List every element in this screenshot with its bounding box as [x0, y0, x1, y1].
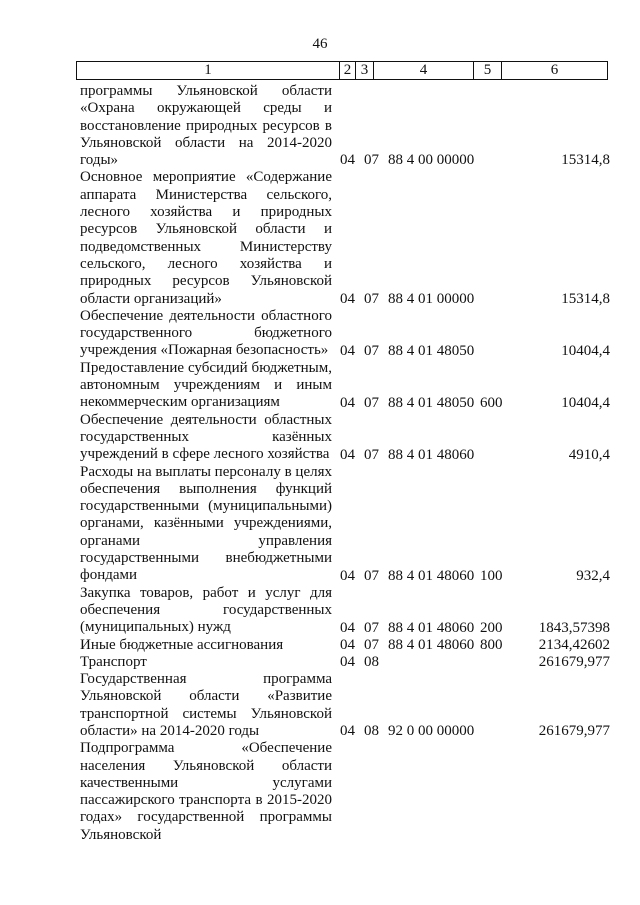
section-code: 04	[340, 619, 355, 636]
row-description: Иные бюджетные ассигнования	[80, 636, 284, 653]
row-amount: 2134,42602	[538, 636, 610, 653]
row-description: Предоставление субсидий бюджетным, автономным учреждениям и иным некоммерческим организациям	[80, 359, 332, 411]
column-header-4: 4	[374, 62, 474, 79]
table-row	[80, 308, 610, 360]
column-header-3: 3	[356, 62, 374, 79]
subsection-code: 07	[364, 567, 379, 584]
subsection-code: 08	[364, 723, 379, 740]
table-row	[80, 671, 610, 740]
subsection-code: 07	[364, 636, 379, 653]
target-item-code: 88 4 01 48060	[388, 636, 475, 653]
expense-type-code: 600	[480, 394, 503, 411]
column-header-5: 5	[474, 62, 502, 79]
target-item-code: 88 4 01 00000	[388, 290, 475, 307]
row-description: Транспорт	[80, 653, 147, 670]
table-row	[80, 585, 610, 637]
row-description: программы Ульяновской области «Охрана окружающей среды и восстановление природных ресурсов в Ульяновской области на 2014-2020 годы»	[80, 83, 332, 169]
row-amount: 15314,8	[561, 152, 610, 169]
row-description: Закупка товаров, работ и услуг для обеспечения государственных (муниципальных) нужд	[80, 584, 332, 636]
column-header-2: 2	[340, 62, 356, 79]
table-row	[80, 464, 610, 585]
target-item-code: 88 4 01 48060	[388, 567, 475, 584]
column-header-6: 6	[550, 62, 559, 78]
row-amount: 1843,57398	[538, 619, 610, 636]
table-row	[80, 637, 610, 654]
expense-type-code: 100	[480, 567, 503, 584]
section-code: 04	[340, 446, 355, 463]
row-amount: 10404,4	[561, 342, 610, 359]
section-code: 04	[340, 567, 355, 584]
row-amount: 10404,4	[561, 394, 610, 411]
table-row	[80, 654, 610, 671]
row-description: Обеспечение деятельности областных государственных казённых учреждений в сфере лесного хозяйства	[80, 411, 332, 463]
subsection-code: 07	[364, 619, 379, 636]
page-number: 46	[312, 36, 328, 52]
subsection-code: 08	[364, 654, 379, 671]
subsection-code: 07	[364, 152, 379, 169]
section-code: 04	[340, 290, 355, 307]
row-description: Обеспечение деятельности областного государственного бюджетного учреждения «Пожарная безопасность»	[80, 307, 332, 359]
table-row	[80, 412, 610, 464]
expense-type-code: 200	[480, 619, 503, 636]
row-description: Расходы на выплаты персоналу в целях обеспечения выполнения функций государственными (муниципальными) органами, казёнными учреждениями, органами управления государственными внебюджетными фондами	[80, 463, 332, 584]
subsection-code: 07	[364, 394, 379, 411]
budget-table-body	[80, 83, 610, 844]
table-header	[76, 61, 608, 80]
subsection-code: 07	[364, 446, 379, 463]
target-item-code: 88 4 01 48060	[388, 619, 475, 636]
column-header-1: 1	[77, 62, 340, 79]
table-row	[80, 169, 610, 307]
row-amount: 15314,8	[561, 290, 610, 307]
section-code: 04	[340, 723, 355, 740]
table-row	[80, 740, 610, 844]
section-code: 04	[340, 636, 355, 653]
subsection-code: 07	[364, 342, 379, 359]
expense-type-code: 800	[480, 636, 503, 653]
section-code: 04	[340, 394, 355, 411]
table-row	[80, 360, 610, 412]
row-description: Основное мероприятие «Содержание аппарата Министерства сельского, лесного хозяйства и природных ресурсов Ульяновской области и подведомственных Министерству сельского, лесного хозяйства и природных ресурсов Ульяновской области организаций»	[80, 169, 332, 307]
target-item-code: 88 4 00 00000	[388, 152, 475, 169]
target-item-code: 88 4 01 48050	[388, 394, 475, 411]
section-code: 04	[340, 342, 355, 359]
row-description: Государственная программа Ульяновской области «Развитие транспортной системы Ульяновской области» на 2014-2020 годы	[80, 671, 332, 739]
table-row	[80, 83, 610, 169]
section-code: 04	[340, 152, 355, 169]
row-amount: 261679,977	[538, 654, 610, 671]
target-item-code: 88 4 01 48060	[388, 446, 475, 463]
row-amount: 261679,977	[538, 723, 610, 740]
row-description: Подпрограмма «Обеспечение населения Ульяновской области качественными услугами пассажирского транспорта в 2015-2020 годах» государственной программы Ульяновской	[80, 740, 332, 843]
target-item-code: 88 4 01 48050	[388, 342, 475, 359]
row-amount: 932,4	[576, 567, 610, 584]
section-code: 04	[340, 654, 355, 671]
target-item-code: 92 0 00 00000	[388, 723, 475, 740]
row-amount: 4910,4	[568, 446, 610, 463]
subsection-code: 07	[364, 290, 379, 307]
